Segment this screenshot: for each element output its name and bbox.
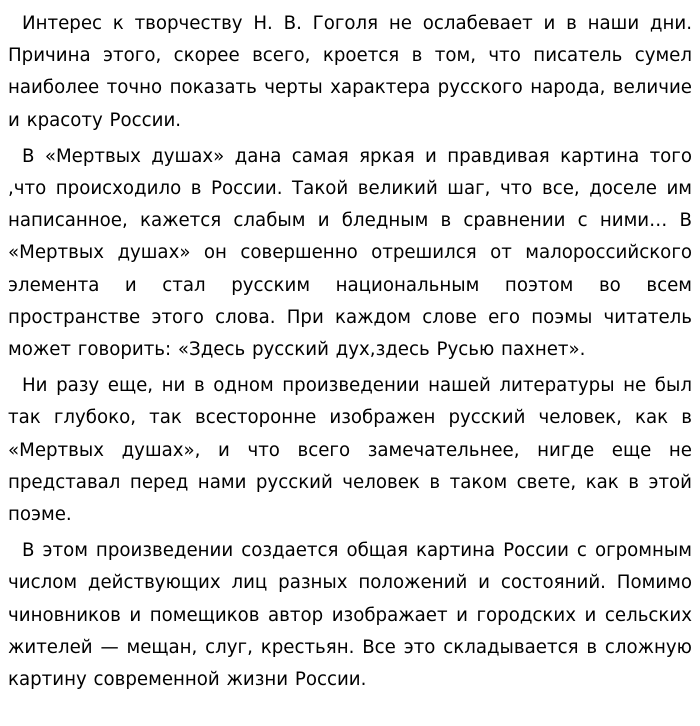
paragraph-picture-of-russia: В этом произведении создается общая картина России с огромным числом действующих лиц разных положений и состояний. Помимо чиновников и помещиков автор изображает и городских и сельских жителей — мещан, слуг, крестьян. Все это складывается в сложную картину современной жизни России. (8, 540, 692, 691)
paragraph-russian-man: Ни разу еще, ни в одном произведении нашей литературы не был так глубоко, так всесторонне изображен русский человек, как в «Мертвых душах», и что всего замечательнее, нигде еще не представал перед нами русский человек в таком свете, как в этой поэме. (8, 375, 692, 526)
paragraph-dead-souls-picture: В «Мертвых душах» дана самая яркая и правдивая картина того ,что происходило в России. Такой великий шаг, что все, доселе им написанное, кажется слабым и бледным в сравнении с ними… В «Мертвых душах» он совершенно отрешился от малороссийского элемента и стал русским национальным поэтом во всем пространстве этого слова. При каждом слове его поэмы читатель может говорить: «Здесь русский дух,здесь Русью пахнет». (8, 145, 692, 361)
paragraph-gogol-interest: Интерес к творчеству Н. В. Гоголя не ослабевает и в наши дни. Причина этого, скорее всего, кроется в том, что писатель сумел наиболее точно показать черты характера русского народа, величие и красоту России. (8, 13, 692, 131)
